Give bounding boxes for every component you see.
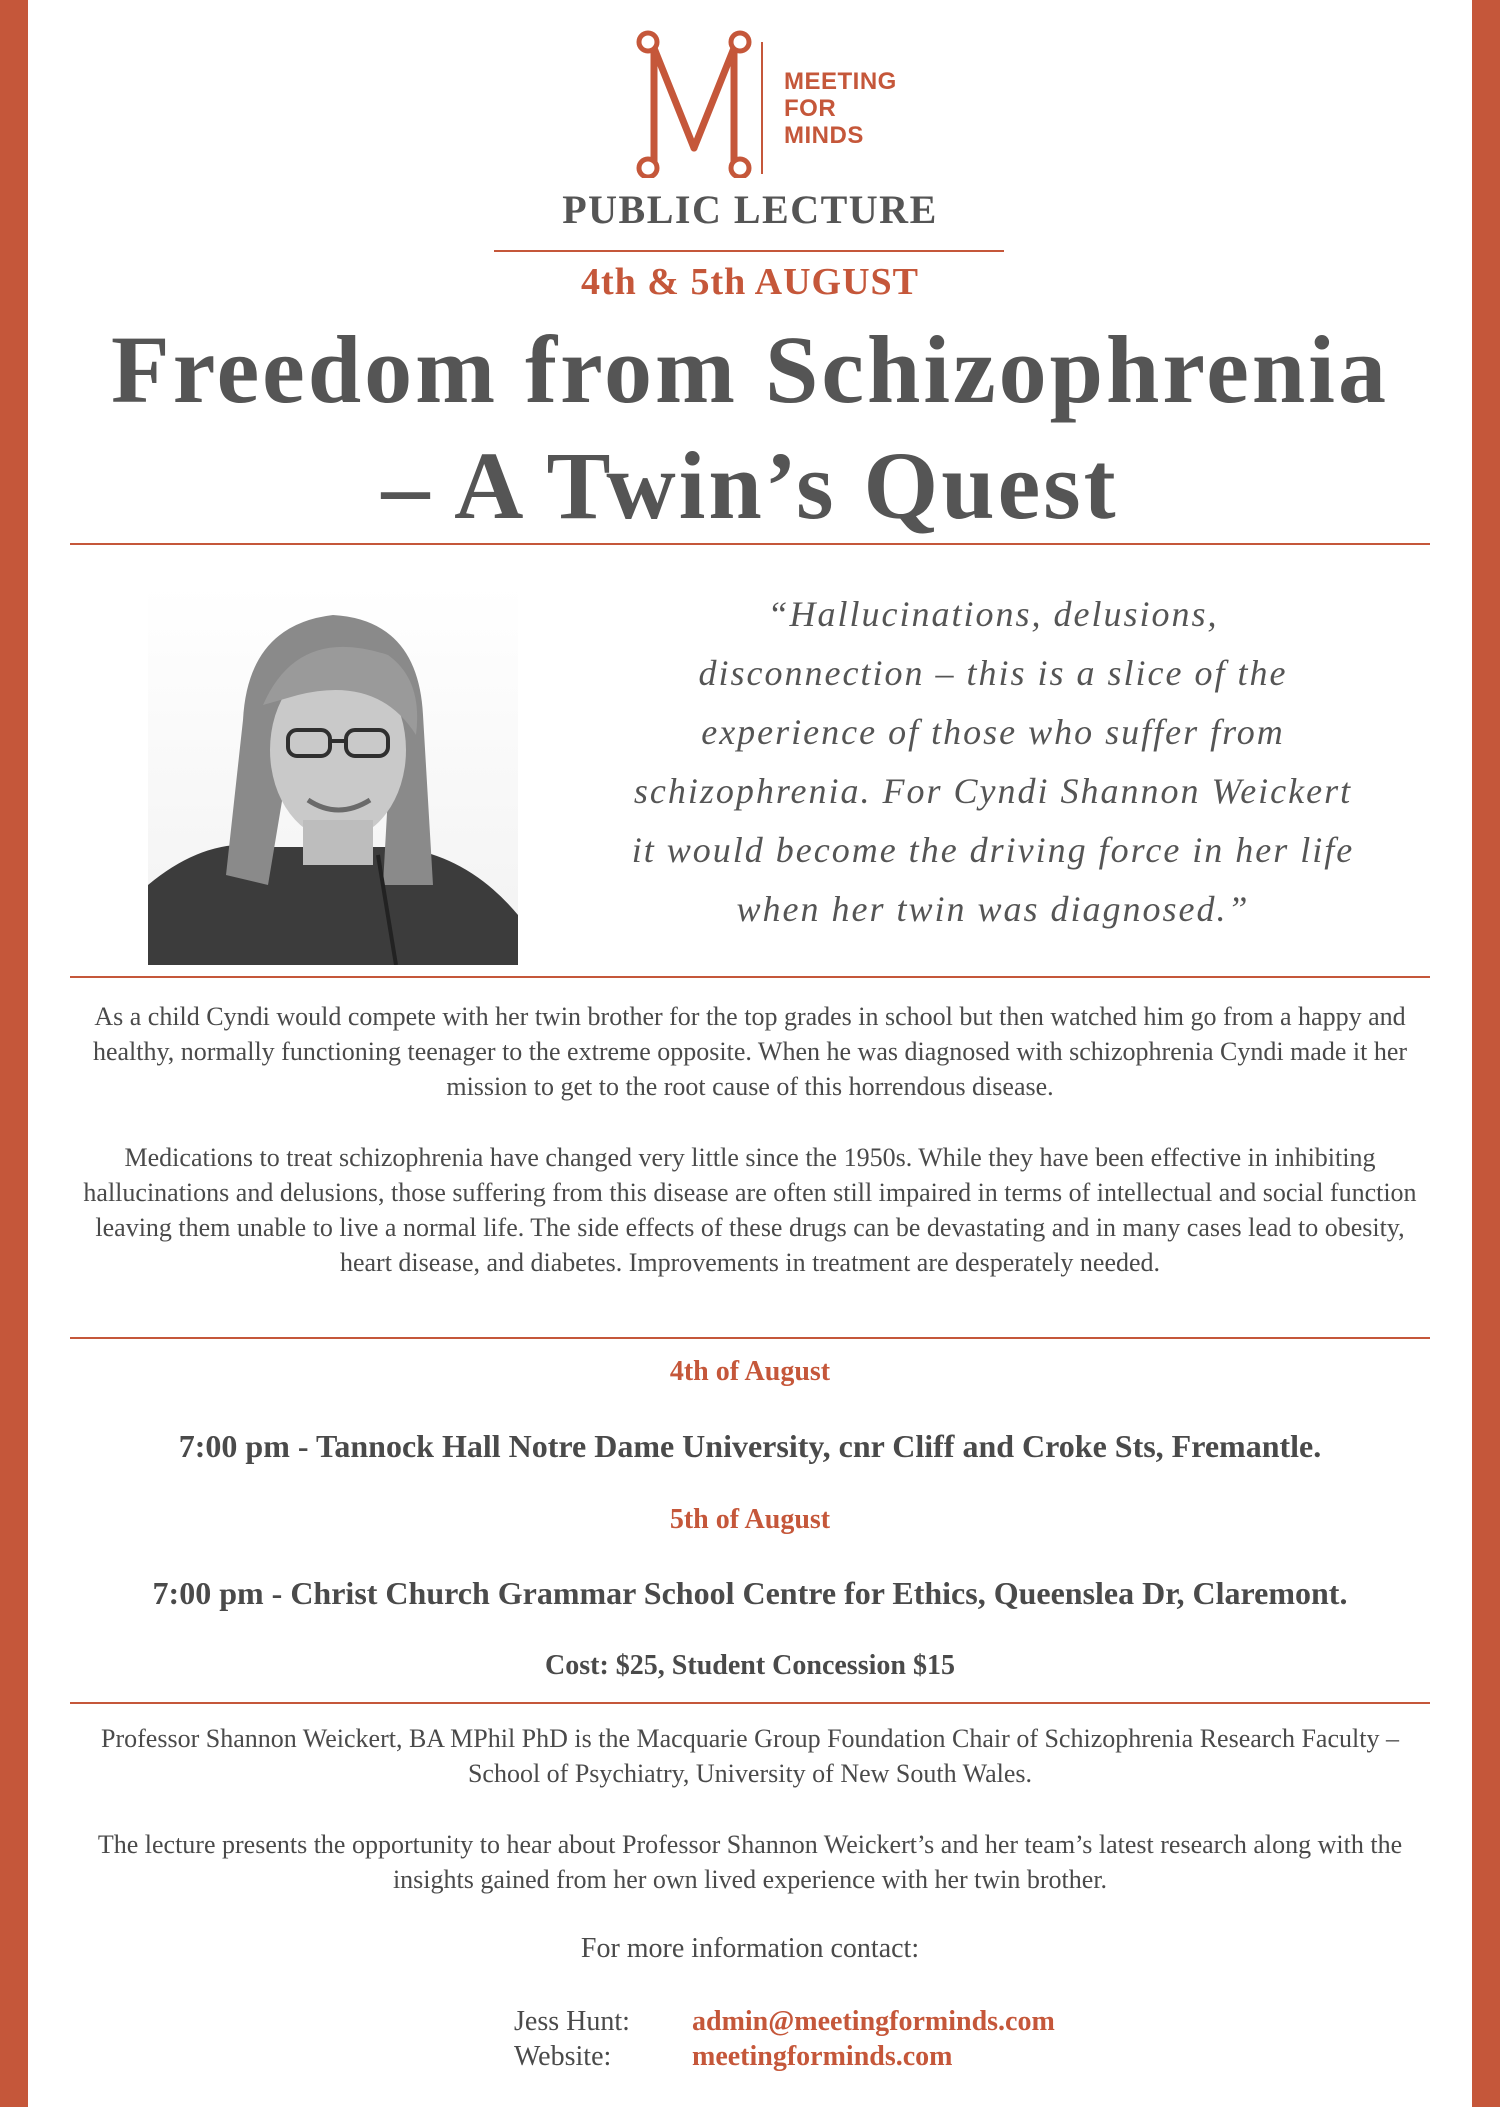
event-day-label: 4th of August	[669, 1356, 831, 1387]
quote-line-3: experience of those who suffer from	[701, 712, 1285, 752]
logo-line-2: FOR	[784, 95, 837, 122]
body-paragraph-2: Medications to treat schizophrenia have changed very little since the 1950s. While they have been effective in inhibiting hallucinations and delusions, those suffering from this disease are often still impaired in terms of intellectual and social function leaving them unable to live a normal life. The side effects of these drugs can be devastating and in many cases lead to obesity, heart disease, and diabetes. Improvements in treatment are desperately needed.	[83, 1143, 1417, 1277]
logo-divider	[761, 42, 763, 174]
speaker-portrait	[148, 585, 518, 965]
quote-line-5: it would become the driving force in her life	[631, 830, 1355, 870]
page-title	[28, 312, 1472, 544]
quote-line-4: schizophrenia. For Cyndi Shannon Weickert	[633, 771, 1353, 811]
website-link[interactable]: meetingforminds.com	[692, 2041, 953, 2072]
logo-line-3: MINDS	[784, 122, 864, 149]
title-line-1: Freedom from Schizophrenia	[111, 316, 1389, 423]
contact-heading: For more information contact:	[580, 1933, 920, 1964]
ticket-cost: Cost: $25, Student Concession $15	[545, 1650, 955, 1681]
title-line-2: – A Twin’s Quest	[381, 432, 1119, 539]
logo-wordmark	[784, 68, 897, 149]
speaker-photo	[148, 585, 518, 965]
quote-line-6: when her twin was diagnosed.”	[736, 889, 1250, 929]
poster	[28, 0, 1472, 2107]
pull-quote	[588, 585, 1398, 939]
event-type: PUBLIC LECTURE	[562, 187, 938, 232]
event-dates: 4th & 5th AUGUST	[581, 261, 919, 303]
quote-line-1: “Hallucinations, delusions,	[767, 594, 1219, 634]
divider	[70, 543, 1430, 545]
event-details: 7:00 pm - Christ Church Grammar School Centre for Ethics, Queenslea Dr, Claremont.	[152, 1575, 1348, 1611]
body-paragraph-1: As a child Cyndi would compete with her twin brother for the top grades in school but then watched him go from a happy and healthy, normally functioning teenager to the extreme opposite. When he was diagnosed with schizophrenia Cyndi made it her mission to get to the root cause of this horrendous disease.	[92, 1002, 1408, 1101]
website-label: Website:	[514, 2041, 612, 2072]
m-monogram-icon	[634, 28, 754, 178]
contact-email-link[interactable]: admin@meetingforminds.com	[692, 2006, 1055, 2037]
logo-line-1: MEETING	[784, 68, 897, 95]
divider	[70, 976, 1430, 978]
divider	[70, 1337, 1430, 1339]
speaker-bio: Professor Shannon Weickert, BA MPhil PhD is the Macquarie Group Foundation Chair of Schizophrenia Research Faculty – School of Psychiatry, University of New South Wales.	[101, 1724, 1399, 1788]
right-border	[1472, 0, 1500, 2107]
event-day-label: 5th of August	[669, 1504, 831, 1535]
kicker-divider	[494, 250, 1004, 252]
divider	[70, 1702, 1430, 1704]
contact-name-label: Jess Hunt:	[514, 2006, 630, 2037]
left-border	[0, 0, 28, 2107]
event-details: 7:00 pm - Tannock Hall Notre Dame University, cnr Cliff and Croke Sts, Fremantle.	[178, 1428, 1322, 1464]
logo	[634, 28, 954, 178]
quote-line-2: disconnection – this is a slice of the	[698, 653, 1288, 693]
lecture-description: The lecture presents the opportunity to hear about Professor Shannon Weickert’s and her team’s latest research along with the insights gained from her own lived experience with her twin brother.	[97, 1830, 1403, 1894]
